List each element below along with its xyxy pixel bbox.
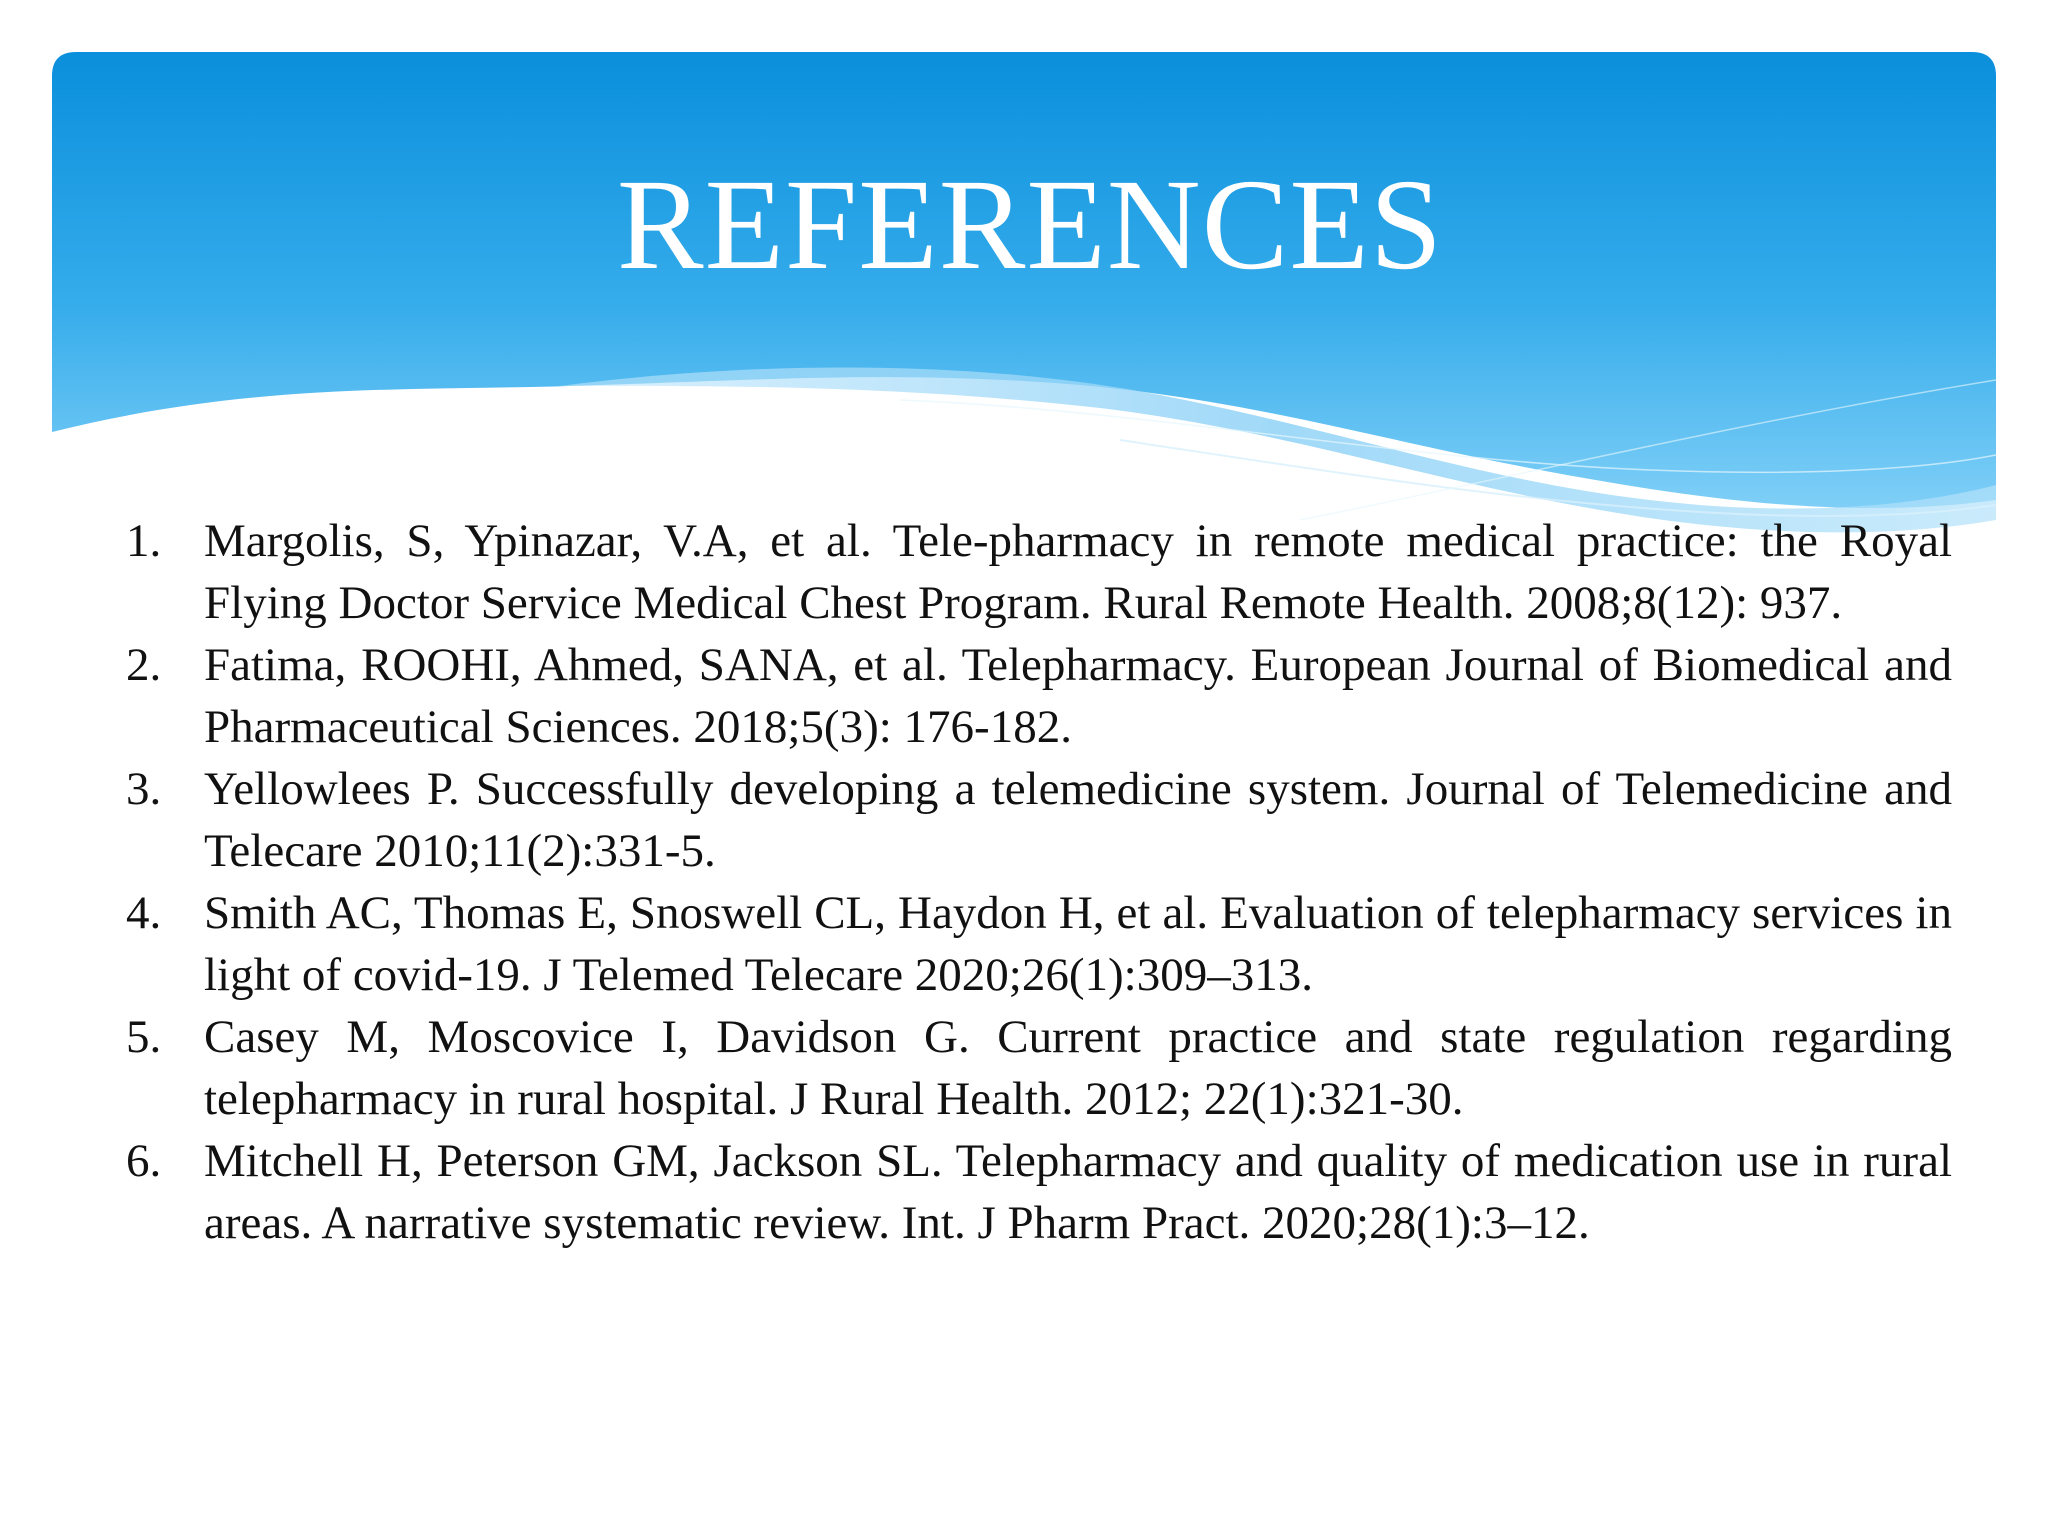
- reference-number: 1.: [126, 515, 162, 567]
- reference-number: 4.: [126, 887, 162, 939]
- reference-number: 5.: [126, 1011, 162, 1063]
- reference-text: Mitchell H, Peterson GM, Jackson SL. Telepharmacy and quality of medication use in rural areas. A narrative systematic review. Int. J Pharm Pract. 2020;28(1):3–12.: [204, 1135, 1952, 1249]
- reference-number: 6.: [126, 1135, 162, 1187]
- reference-item-1: [118, 510, 1952, 634]
- reference-text: Fatima, ROOHI, Ahmed, SANA, et al. Telepharmacy. European Journal of Biomedical and Pharmaceutical Sciences. 2018;5(3): 176-182.: [204, 639, 1952, 753]
- reference-item-2: [118, 634, 1952, 758]
- reference-item-4: [118, 882, 1952, 1006]
- references-list: [118, 510, 1952, 1254]
- reference-text: Smith AC, Thomas E, Snoswell CL, Haydon H, et al. Evaluation of telepharmacy services in light of covid-19. J Telemed Telecare 2020;26(1):309–313.: [204, 887, 1952, 1001]
- reference-text: Margolis, S, Ypinazar, V.A, et al. Tele-pharmacy in remote medical practice: the Royal Flying Doctor Service Medical Chest Program. Rural Remote Health. 2008;8(12): 937.: [204, 515, 1952, 629]
- reference-item-5: [118, 1006, 1952, 1130]
- reference-text: Yellowlees P. Successfully developing a telemedicine system. Journal of Telemedicine and Telecare 2010;11(2):331-5.: [204, 763, 1952, 877]
- reference-number: 3.: [126, 763, 162, 815]
- reference-text: Casey M, Moscovice I, Davidson G. Current practice and state regulation regarding telepharmacy in rural hospital. J Rural Health. 2012; 22(1):321-30.: [204, 1011, 1952, 1125]
- reference-number: 2.: [126, 639, 162, 691]
- reference-item-3: [118, 758, 1952, 882]
- slide-title: REFERENCES: [616, 153, 1444, 297]
- reference-item-6: [118, 1130, 1952, 1254]
